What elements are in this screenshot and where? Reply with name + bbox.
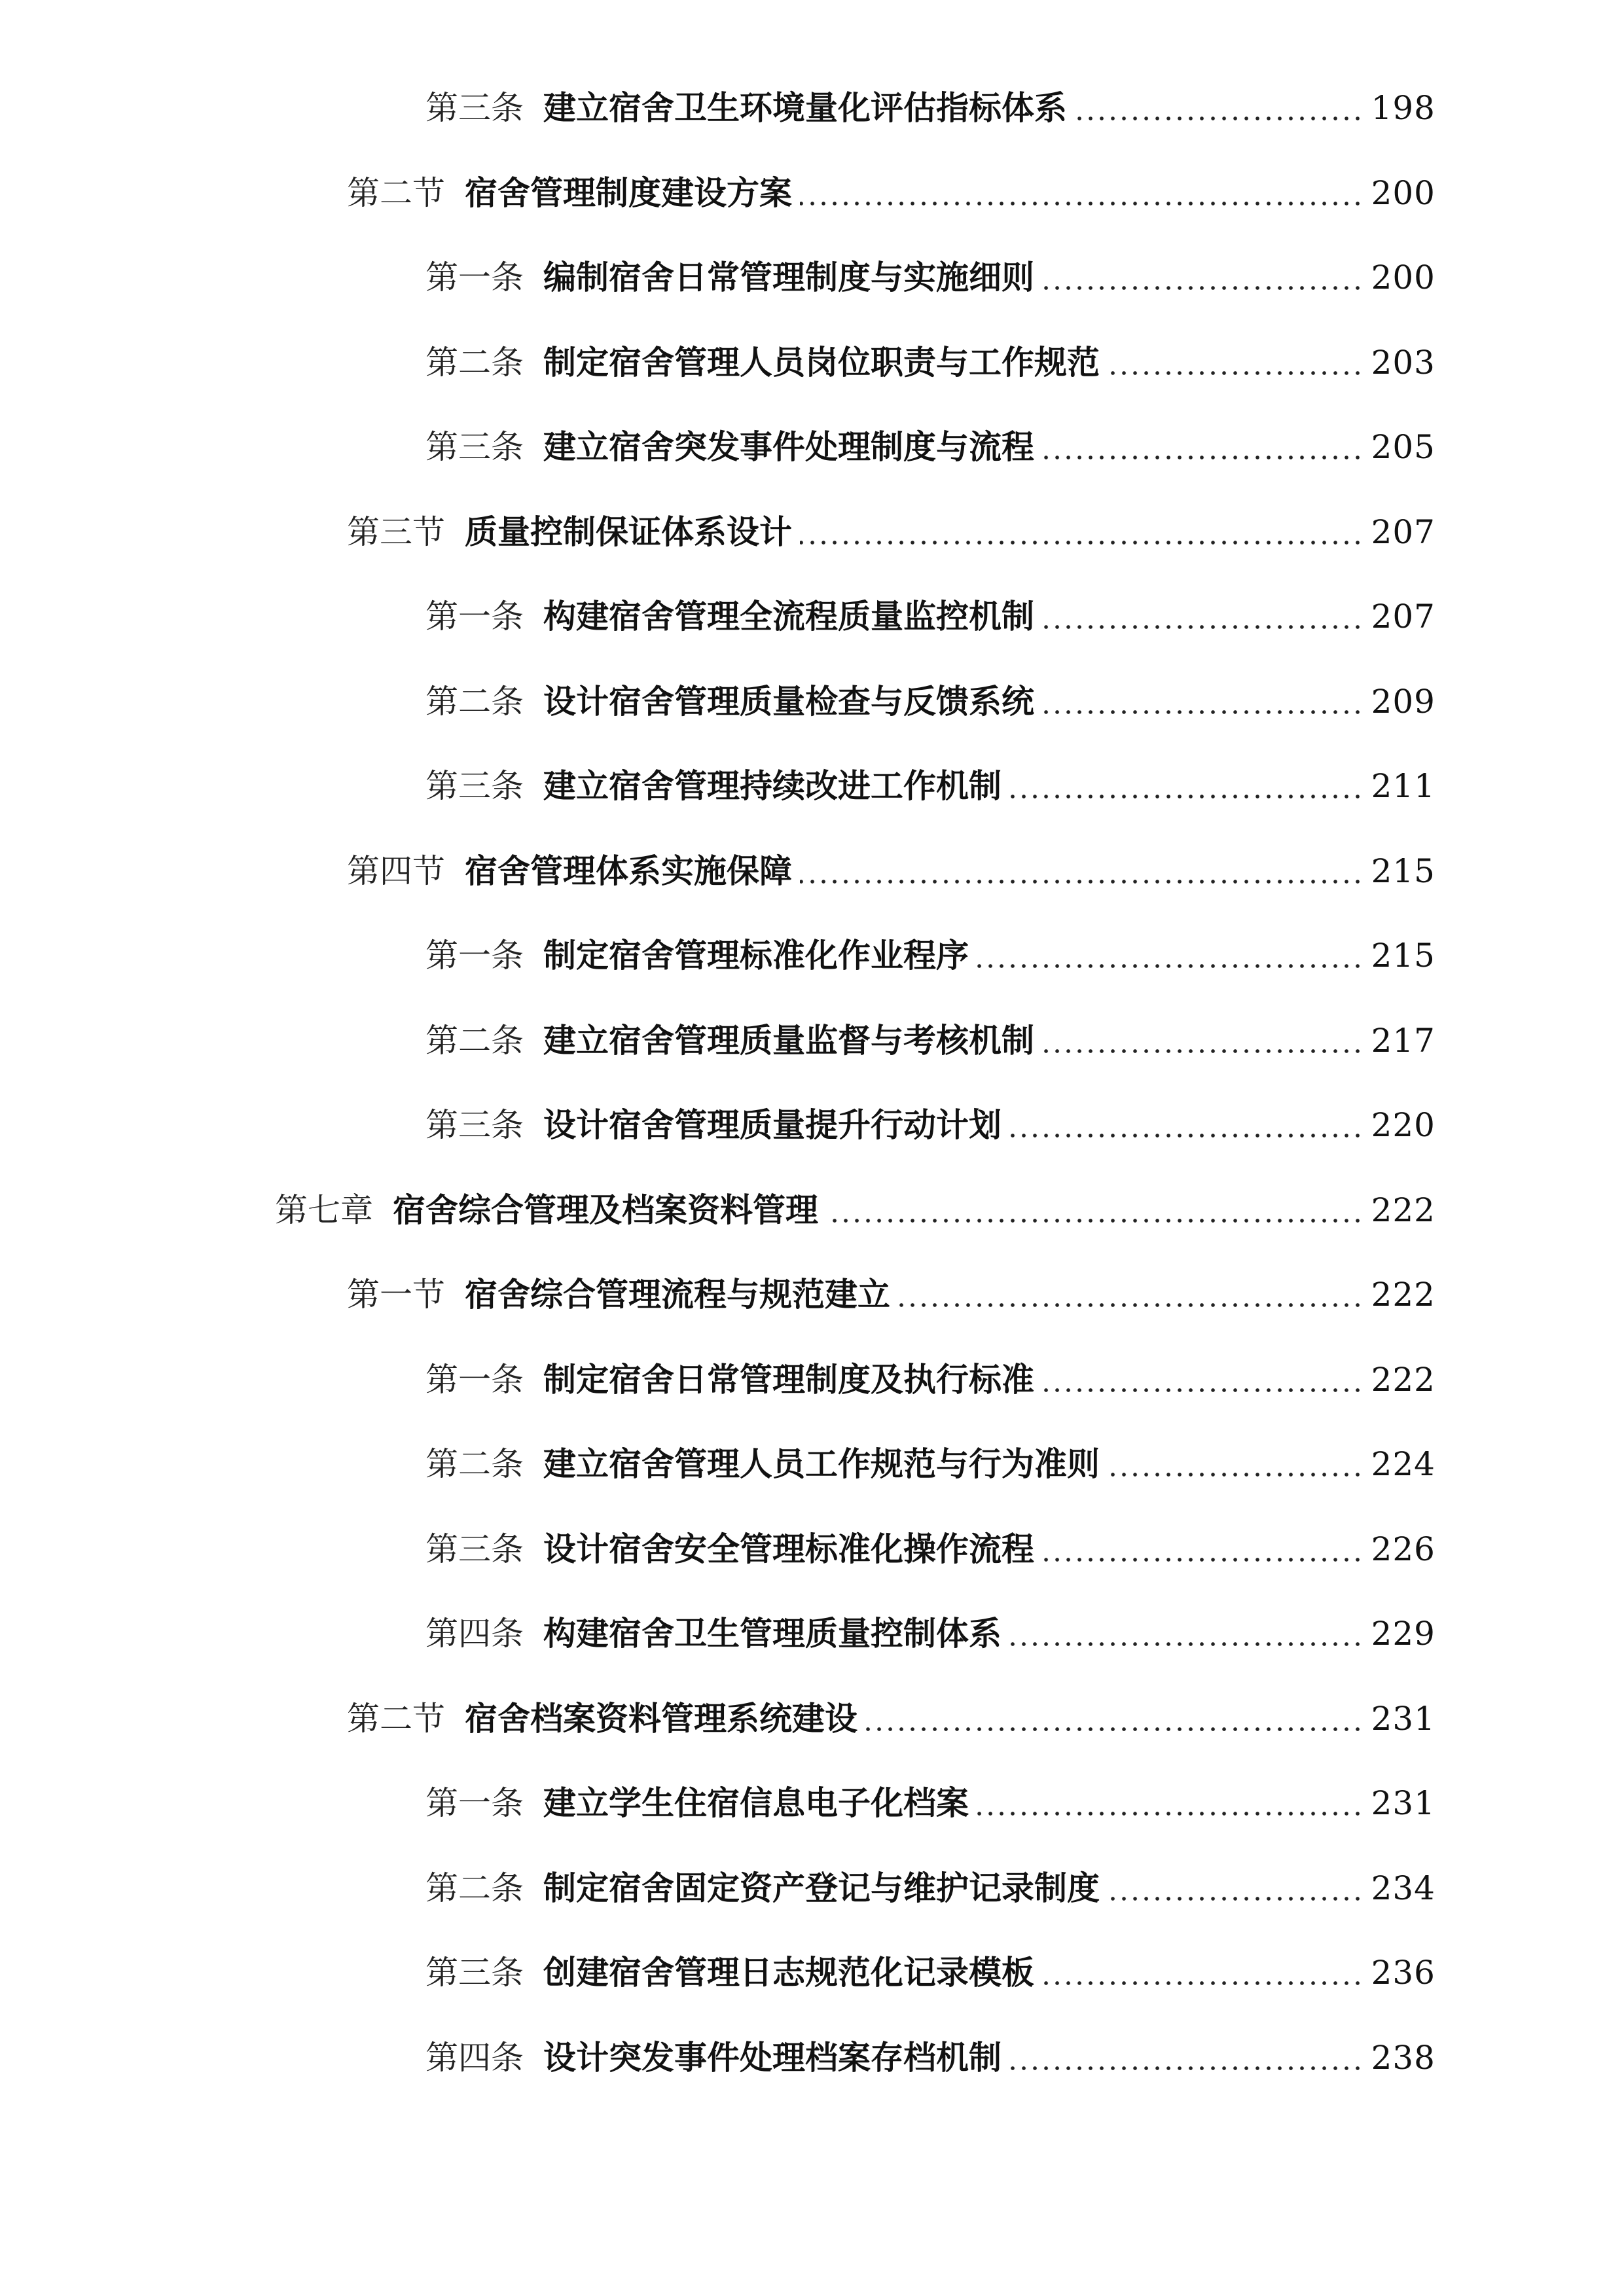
toc-entry-page-number: 231 [1371,1699,1435,1738]
toc-entry-page-number: 207 [1371,598,1435,636]
toc-entry-number: 第一节 [347,1276,445,1314]
toc-entry-chapter[interactable] [275,1177,1435,1243]
toc-entry-title: 宿舍管理制度建设方案 [465,173,792,212]
toc-entry-article[interactable] [425,1008,1435,1073]
toc-entry-article[interactable] [425,1431,1435,1497]
toc-entry-title: 设计宿舍管理质量检查与反馈系统 [543,682,1034,721]
toc-entry-title: 宿舍档案资料管理系统建设 [465,1699,857,1738]
toc-entry-title: 宿舍管理体系实施保障 [465,852,792,890]
toc-entry-title: 构建宿舍卫生管理质量控制体系 [543,1615,1001,1653]
toc-entry-article[interactable] [425,245,1435,310]
toc-entry-number: 第三条 [425,428,524,466]
toc-entry-page-number: 211 [1371,767,1435,805]
toc-entry-title: 宿舍综合管理及档案资料管理 [393,1191,818,1229]
toc-entry-title: 设计突发事件处理档案存档机制 [543,2038,1001,2077]
toc-entry-number: 第一条 [425,259,524,296]
toc-entry-page-number: 234 [1371,1869,1435,1907]
toc-dot-leader [977,964,1363,968]
toc-entry-page-number: 222 [1371,1360,1435,1399]
toc-entry-page-number: 200 [1371,259,1435,296]
toc-entry-page-number: 209 [1371,682,1435,721]
toc-dot-leader [898,1303,1363,1307]
toc-entry-number: 第四条 [425,2038,524,2077]
toc-entry-article[interactable] [425,330,1435,395]
toc-entry-number: 第二条 [425,1021,524,1060]
toc-entry-page-number: 203 [1371,343,1435,382]
toc-entry-number: 第三条 [425,767,524,805]
toc-dot-leader [800,541,1363,545]
toc-entry-number: 第一条 [425,1360,524,1399]
toc-entry-number: 第二条 [425,682,524,721]
toc-dot-leader [1042,1558,1363,1562]
toc-entry-article[interactable] [425,2025,1435,2090]
toc-entry-title: 建立宿舍管理人员工作规范与行为准则 [543,1445,1100,1483]
toc-entry-title: 构建宿舍管理全流程质量监控机制 [543,598,1034,636]
toc-entry-page-number: 222 [1371,1191,1435,1229]
toc-entry-number: 第三节 [347,512,445,551]
toc-dot-leader [1009,1134,1363,1138]
toc-entry-page-number: 224 [1371,1445,1435,1483]
toc-entry-article[interactable] [425,1601,1435,1666]
toc-entry-page-number: 198 [1371,89,1435,127]
toc-entry-number: 第一条 [425,937,524,975]
toc-entry-article[interactable] [425,753,1435,819]
toc-entry-title: 建立宿舍管理持续改进工作机制 [543,767,1001,805]
toc-entry-article[interactable] [425,1347,1435,1412]
toc-entry-title: 创建宿舍管理日志规范化记录模板 [543,1954,1034,1992]
toc-entry-section[interactable] [347,1686,1435,1751]
toc-entry-number: 第二条 [425,1445,524,1483]
toc-dot-leader [800,880,1363,884]
toc-entry-title: 编制宿舍日常管理制度与实施细则 [543,259,1034,296]
toc-entry-number: 第三条 [425,1530,524,1568]
toc-dot-leader [1009,2066,1363,2070]
toc-entry-title: 质量控制保证体系设计 [465,512,792,551]
toc-entry-title: 建立宿舍卫生环境量化评估指标体系 [543,89,1067,127]
toc-entry-title: 设计宿舍管理质量提升行动计划 [543,1106,1001,1144]
toc-entry-number: 第四节 [347,852,445,890]
toc-entry-title: 建立学生住宿信息电子化档案 [543,1784,969,1822]
toc-entry-number: 第一条 [425,1784,524,1822]
toc-dot-leader [1009,795,1363,798]
toc-entry-page-number: 207 [1371,512,1435,551]
toc-entry-article[interactable] [425,669,1435,734]
toc-entry-article[interactable] [425,1516,1435,1582]
toc-entry-title: 建立宿舍管理质量监督与考核机制 [543,1021,1034,1060]
toc-entry-title: 制定宿舍管理标准化作业程序 [543,937,969,975]
toc-dot-leader [1075,117,1363,120]
toc-entry-article[interactable] [425,1770,1435,1836]
toc-entry-section[interactable] [347,499,1435,565]
toc-entry-title: 制定宿舍管理人员岗位职责与工作规范 [543,343,1100,382]
toc-entry-title: 制定宿舍日常管理制度及执行标准 [543,1360,1034,1399]
toc-entry-page-number: 231 [1371,1784,1435,1822]
toc-entry-page-number: 217 [1371,1021,1435,1060]
toc-entry-number: 第三条 [425,1954,524,1992]
toc-dot-leader [1042,456,1363,459]
toc-entry-article[interactable] [425,1940,1435,2005]
toc-entry-page-number: 238 [1371,2038,1435,2077]
toc-entry-page-number: 215 [1371,937,1435,975]
toc-entry-page-number: 200 [1371,173,1435,212]
toc-entry-number: 第七章 [275,1191,373,1229]
toc-entry-number: 第四条 [425,1615,524,1653]
toc-dot-leader [1042,1388,1363,1392]
toc-entry-title: 设计宿舍安全管理标准化操作流程 [543,1530,1034,1568]
toc-dot-leader [1009,1642,1363,1646]
toc-entry-page-number: 236 [1371,1954,1435,1992]
toc-entry-number: 第三条 [425,89,524,127]
toc-dot-leader [1108,371,1363,375]
toc-entry-number: 第二条 [425,343,524,382]
toc-entry-page-number: 215 [1371,852,1435,890]
toc-entry-page-number: 220 [1371,1106,1435,1144]
toc-dot-leader [1042,710,1363,714]
toc-entry-article[interactable] [425,414,1435,480]
toc-dot-leader [1042,1049,1363,1053]
toc-entry-number: 第二条 [425,1869,524,1907]
toc-entry-article[interactable] [425,1856,1435,1921]
toc-dot-leader [826,1219,1363,1223]
toc-entry-title: 建立宿舍突发事件处理制度与流程 [543,428,1034,466]
toc-entry-page-number: 229 [1371,1615,1435,1653]
toc-entry-number: 第三条 [425,1106,524,1144]
toc-dot-leader [800,202,1363,206]
toc-dot-leader [977,1812,1363,1816]
toc-entry-number: 第二节 [347,173,445,212]
toc-entry-article[interactable] [425,584,1435,649]
toc-entry-number: 第一条 [425,598,524,636]
toc-entry-page-number: 205 [1371,428,1435,466]
toc-entry-page-number: 226 [1371,1530,1435,1568]
toc-dot-leader [1042,286,1363,290]
toc-entry-section[interactable] [347,838,1435,904]
toc-dot-leader [1042,1981,1363,1985]
toc-entry-article[interactable] [425,923,1435,988]
toc-entry-article[interactable] [425,75,1435,141]
toc-dot-leader [865,1727,1363,1731]
toc-entry-article[interactable] [425,1092,1435,1158]
toc-entry-title: 制定宿舍固定资产登记与维护记录制度 [543,1869,1100,1907]
toc-entry-title: 宿舍综合管理流程与规范建立 [465,1276,890,1314]
toc-dot-leader [1108,1897,1363,1901]
toc-dot-leader [1108,1473,1363,1477]
toc-dot-leader [1042,625,1363,629]
toc-entry-section[interactable] [347,1262,1435,1327]
toc-entry-number: 第二节 [347,1699,445,1738]
toc-entry-page-number: 222 [1371,1276,1435,1314]
toc-entry-section[interactable] [347,160,1435,226]
